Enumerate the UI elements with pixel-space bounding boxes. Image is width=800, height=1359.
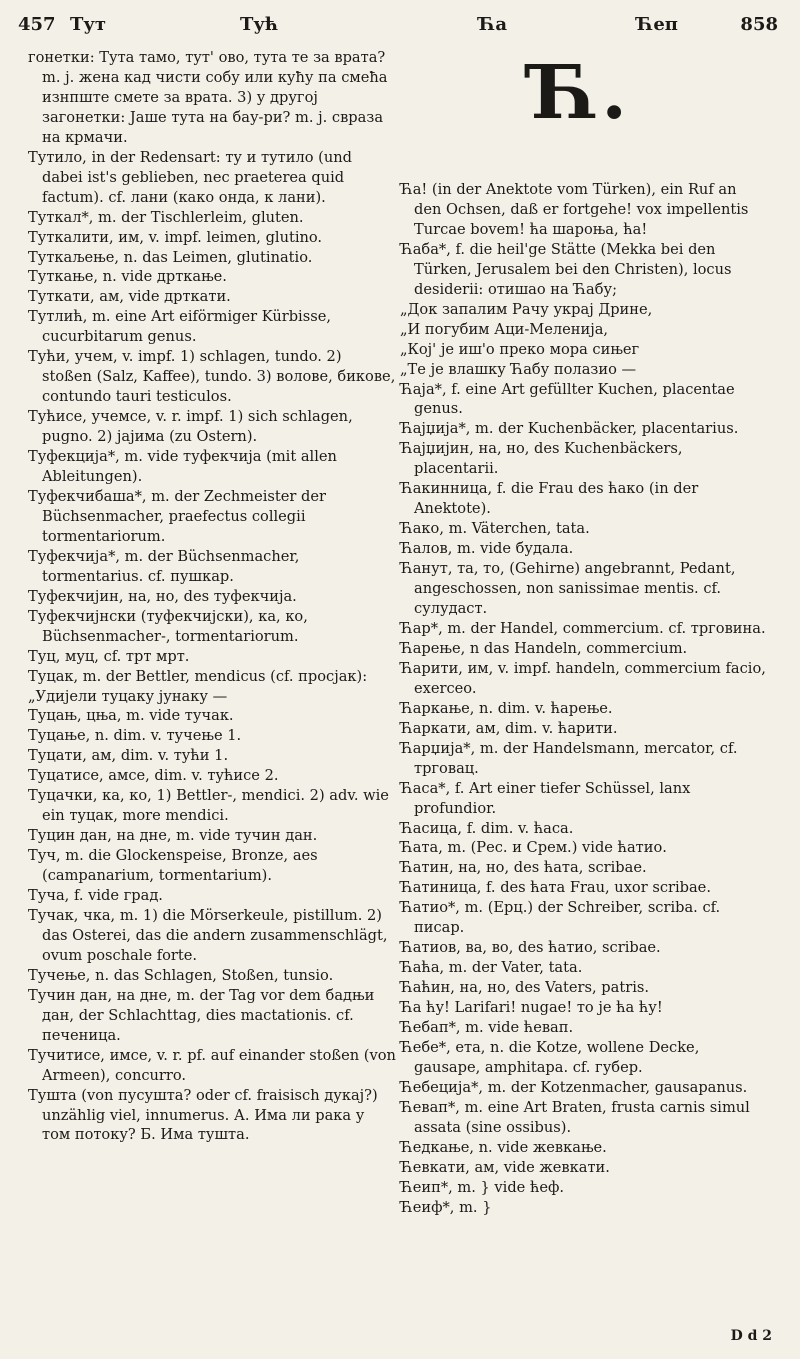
entry: Ћебап*, m. vide ћевап.: [400, 1019, 574, 1037]
entry: Тући, учем, v. impf. 1) schlagen, tundo. 2) stoßen (Salz, Kaffee), tundo. 3) волове, бикове, contundo tauri testiculos.: [28, 348, 396, 406]
section-letter-block: [400, 48, 768, 180]
left-guide-word-1: Тут: [70, 14, 107, 35]
entry: Тушта (von пусушта? oder cf. fraisisch дукај?) unzählig viel, innumerus. А. Има ли рака у том потоку? Б. Има тушта.: [28, 1086, 378, 1144]
entry: Ћата, m. (Рес. и Срем.) vide ћатио.: [400, 839, 667, 857]
entry: Ћајџија*, m. der Kuchenbäcker, placentarius.: [400, 420, 739, 438]
entry: Ћаса*, f. Art einer tiefer Schüssel, lanx profundior.: [400, 779, 691, 817]
entry: Ћебе*, ета, n. die Kotze, wollene Decke, gausape, amphitapa. cf. губер.: [400, 1038, 700, 1076]
entry: Туфекчибаша*, m. der Zechmeister der Büchsenmacher, praefectus collegii tormentariorum.: [28, 487, 326, 545]
right-guide-word-2: Ћеп: [636, 14, 678, 35]
running-header: [18, 14, 778, 40]
entry: Туткал*, m. der Tischlerleim, gluten.: [28, 208, 304, 226]
entry: Ћанут, та, то, (Gehirne) angebrannt, Pedant, angeschossen, non sanissimae mentis. cf. сулудаст.: [400, 560, 736, 618]
entry: Ћатин, на, но, des ћата, scribae.: [400, 859, 647, 877]
entry: Ћедкање, n. vide жевкање.: [400, 1138, 607, 1156]
entry: Туткање, n. vide дрткање.: [28, 268, 227, 286]
entry: Тучење, n. das Schlagen, Stoßen, tunsio.: [28, 966, 334, 984]
entry: „И погубим Аци-Меленија,: [400, 320, 609, 338]
entry: Ћевкати, ам, vide жевкати.: [400, 1158, 610, 1176]
catchword: D d 2: [730, 1328, 772, 1344]
entry: Туткати, ам, vide дрткати.: [28, 288, 231, 306]
entry: Туфекчија*, m. der Büchsenmacher, tormentarius. cf. пушкар.: [28, 547, 300, 585]
entry: Ћаћа, m. der Vater, tata.: [400, 959, 583, 977]
entry: Туцатисе, амсе, dim. v. тућисе 2.: [28, 767, 279, 785]
entry: Ћаркање, n. dim. v. ћарење.: [400, 699, 613, 717]
entry: Туц, муц, cf. трт мрт.: [28, 647, 190, 665]
entry: Тучак, чка, m. 1) die Mörserkeule, pistillum. 2) das Osterei, das die andern zusammenschlägt, ovum poschale forte.: [28, 906, 388, 964]
entry: „Кој' је иш'о преко мора сињег: [400, 340, 640, 358]
section-letter: Ћ.: [528, 50, 630, 136]
entry: Туфекчијнски (туфекчијски), ка, ко, Büchsenmacher-, tormentariorum.: [28, 607, 308, 645]
entry: Ћеиф*, m. }: [400, 1198, 492, 1216]
entry: Ћатиница, f. des ћата Frau, uxor scribae.: [400, 879, 711, 897]
entry: Ћебеција*, m. der Kotzenmacher, gausapanus.: [400, 1078, 748, 1096]
entry: Туцати, ам, dim. v. тући 1.: [28, 747, 229, 765]
entry: Тучин дан, на дне, m. der Tag vor dem бадњи дан, der Schlachttag, dies mactationis. cf. печеница.: [28, 986, 375, 1044]
entry: Тутило, in der Redensart: ту и тутило (und dabei ist's geblieben, nec praeterea quid factum). cf. лани (како онда, к лани).: [28, 148, 352, 206]
entry: гонетки: Тута тамо, тут' ово, тута те за врата? m. j. жена кад чисти собу или куħу па смеħа изнпште смете за врата. 3) у другој загонетки: Јаше тута на бау-ри? m. j. свраза на крмачи.: [28, 49, 388, 146]
entry: Ћа ћу! Larifari! nugae! то је ћа ћу!: [400, 999, 663, 1017]
entry: „Удијели туцаку јунаку —: [28, 687, 228, 705]
entry: Туткаљење, n. das Leimen, glutinatio.: [28, 248, 313, 266]
entry: Ћатио*, m. (Ерц.) der Schreiber, scriba. cf. писар.: [400, 899, 721, 937]
entry: Туткалити, им, v. impf. leimen, glutino.: [28, 228, 323, 246]
entry: Туцањ, цња, m. vide тучак.: [28, 707, 234, 725]
entry: Ћевап*, m. eine Art Braten, frusta carnis simul assata (sine ossibus).: [400, 1098, 750, 1136]
entry: Ћар*, m. der Handel, commercium. cf. трговина.: [400, 619, 766, 637]
entry: Ћаба*, f. die heil'ge Stätte (Mekka bei den Türken, Jerusalem bei den Christen), locus desiderii: отишао на Ћабу;: [400, 240, 732, 298]
entry: Тућисе, учемсе, v. r. impf. 1) sich schlagen, pugno. 2) jajима (zu Ostern).: [28, 408, 353, 446]
entry: Тутлић, m. eine Art eiförmiger Kürbisse, cucurbitarum genus.: [28, 308, 331, 346]
entry: Ћакинница, f. die Frau des ћако (in der Anektote).: [400, 480, 699, 518]
entry: Туцак, m. der Bettler, mendicus (cf. просјак):: [28, 667, 368, 685]
entry: Туфекција*, m. vide туфекчија (mit allen Ableitungen).: [28, 448, 337, 486]
right-page-number: 858: [740, 14, 778, 35]
entry: Туч, m. die Glockenspeise, Bronze, aes (campanarium, tormentarium).: [28, 847, 318, 885]
entry: Туцање, n. dim. v. тучење 1.: [28, 727, 242, 745]
entry: „Док запалим Рачу украј Дрине,: [400, 300, 653, 318]
entry: Туфекчијин, на, но, des туфекчија.: [28, 587, 297, 605]
entry: Ћарџија*, m. der Handelsmann, mercator, cf. трговац.: [400, 739, 738, 777]
entry: Туцачки, ка, ко, 1) Bettler-, mendici. 2) adv. wie ein туцак, more mendici.: [28, 787, 389, 825]
entry: Туцин дан, на дне, m. vide тучин дан.: [28, 827, 318, 845]
entry: Ћаркати, ам, dim. v. ћарити.: [400, 719, 618, 737]
right-guide-word-1: Ћа: [478, 14, 507, 35]
entry: Ћаћин, на, но, des Vaters, patris.: [400, 979, 649, 997]
entry: Туча, f. vide град.: [28, 887, 163, 905]
entry: Ћеип*, m. } vide ћеф.: [400, 1178, 565, 1196]
entry: Ћа! (in der Anektote vom Türken), ein Ruf an den Ochsen, daß er fortgehe! vox impellentis Turcae bovem! ћа шароња, ћа!: [400, 181, 749, 238]
entry: „Те је влашку Ћабу полазио —: [400, 360, 637, 378]
entry: Ћатиов, ва, во, des ћатио, scribae.: [400, 939, 661, 957]
entry: Ћасица, f. dim. v. ћаса.: [400, 819, 574, 837]
entry: Ћаја*, f. eine Art gefüllter Kuchen, placentae genus.: [400, 380, 735, 418]
left-page-number: 457: [18, 14, 56, 35]
entry: Тучитисе, имсе, v. r. pf. auf einander stoßen (von Armeen), concurro.: [28, 1046, 396, 1084]
left-guide-word-2: Тућ: [240, 14, 279, 35]
entry: Ћако, m. Väterchen, tata.: [400, 520, 590, 538]
entry: Ћарење, n das Handeln, commercium.: [400, 639, 688, 657]
entry: Ћајџијин, на, но, des Kuchenbäckers, placentarii.: [400, 440, 683, 478]
entry: Ћалов, m. vide будала.: [400, 540, 574, 558]
right-column: [400, 48, 768, 1218]
entry: Ћарити, им, v. impf. handeln, commercium facio, exerceo.: [400, 659, 766, 697]
left-column: [28, 48, 396, 1145]
